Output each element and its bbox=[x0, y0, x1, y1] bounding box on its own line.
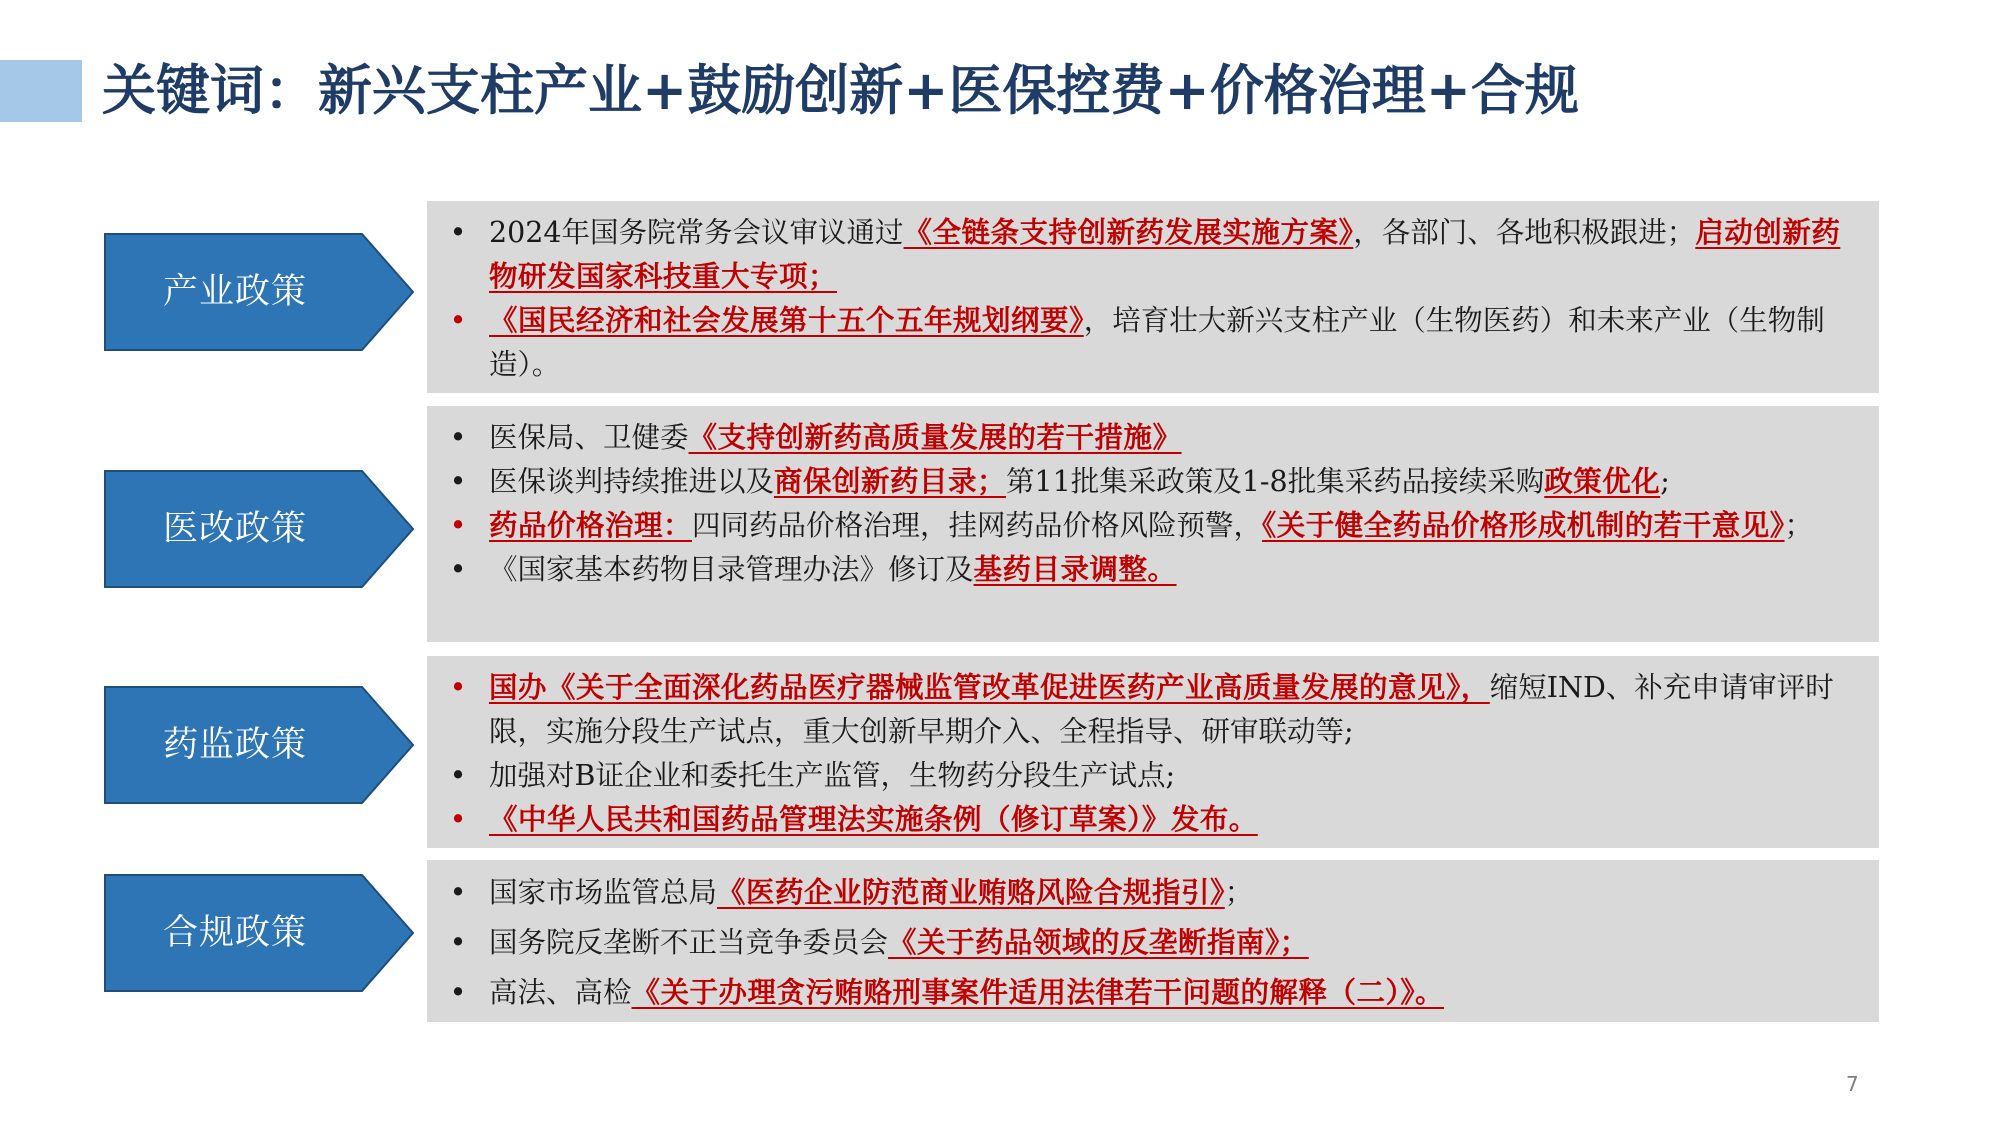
policy-highlight: 《国民经济和社会发展第十五个五年规划纲要》 bbox=[489, 304, 1084, 337]
section-arrow-medical-reform bbox=[104, 470, 414, 588]
section-arrow-compliance bbox=[104, 874, 414, 992]
list-item bbox=[427, 868, 1863, 918]
policy-highlight: 《医药企业防范商业贿赂风险合规指引》 bbox=[717, 876, 1225, 909]
list-item bbox=[427, 918, 1863, 968]
policy-highlight: 基药目录调整。 bbox=[973, 553, 1177, 586]
policy-highlight: 《全链条支持创新药发展实施方案》 bbox=[903, 216, 1354, 249]
bullet-icon: • bbox=[449, 465, 467, 498]
item-text: 第11批集采政策及1-8批集采药品接续采购 bbox=[1006, 465, 1545, 498]
policy-highlight: 《关于健全药品价格形成机制的若干意见》 bbox=[1262, 509, 1785, 542]
list-item bbox=[427, 211, 1863, 299]
bullet-icon: • bbox=[449, 421, 467, 454]
list-item bbox=[427, 754, 1863, 798]
list-item bbox=[427, 504, 1863, 548]
policy-highlight: 《支持创新药高质量发展的若干措施》 bbox=[688, 421, 1182, 454]
item-text: ，各部门、各地积极跟进； bbox=[1353, 216, 1696, 249]
section-label-industry: 产业政策 bbox=[162, 272, 307, 312]
title-accent-bar bbox=[0, 60, 82, 122]
section-label-drug-regulation: 药监政策 bbox=[162, 725, 307, 765]
item-text: ； bbox=[1224, 876, 1254, 909]
page-title: 关键词：新兴支柱产业+鼓励创新+医保控费+价格治理+合规 bbox=[102, 59, 1579, 122]
section-panel-industry bbox=[427, 201, 1879, 393]
list-item bbox=[427, 416, 1863, 460]
bullet-icon: • bbox=[449, 803, 467, 836]
page-number: 7 bbox=[1846, 1072, 1859, 1096]
item-text: 《国家基本药物目录管理办法》修订及 bbox=[489, 553, 974, 586]
item-text: ； bbox=[1784, 509, 1814, 542]
item-text: ; bbox=[1660, 465, 1670, 498]
list-item bbox=[427, 548, 1863, 592]
policy-highlight: 政策优化 bbox=[1544, 465, 1661, 498]
policy-highlight: 《关于药品领域的反垄断指南》； bbox=[888, 926, 1309, 959]
list-item bbox=[427, 460, 1863, 504]
item-text: 高法、高检 bbox=[489, 976, 632, 1009]
list-item bbox=[427, 666, 1863, 754]
policy-highlight: 商保创新药目录； bbox=[774, 465, 1007, 498]
item-text: 医保局、卫健委 bbox=[489, 421, 689, 454]
policy-highlight: 药品价格治理： bbox=[489, 509, 693, 542]
bullet-icon: • bbox=[449, 976, 467, 1009]
bullet-icon: • bbox=[449, 553, 467, 586]
item-text: 国务院反垄断不正当竞争委员会 bbox=[489, 926, 889, 959]
list-item bbox=[427, 299, 1863, 387]
section-arrow-industry bbox=[104, 233, 414, 351]
item-text: 国家市场监管总局 bbox=[489, 876, 718, 909]
section-label-medical-reform: 医改政策 bbox=[162, 509, 307, 549]
item-text: 加强对B证企业和委托生产监管，生物药分段生产试点; bbox=[489, 759, 1176, 792]
policy-highlight: 国办《关于全面深化药品医疗器械监管改革促进医药产业高质量发展的意见》， bbox=[489, 671, 1490, 704]
bullet-icon: • bbox=[449, 926, 467, 959]
section-panel-medical-reform bbox=[427, 406, 1879, 642]
bullet-icon: • bbox=[449, 671, 467, 704]
bullet-icon: • bbox=[449, 759, 467, 792]
section-label-compliance: 合规政策 bbox=[162, 913, 307, 953]
bullet-icon: • bbox=[449, 876, 467, 909]
bullet-icon: • bbox=[449, 509, 467, 542]
bullet-icon: • bbox=[449, 304, 467, 337]
item-text: 四同药品价格治理，挂网药品价格风险预警， bbox=[692, 509, 1263, 542]
list-item bbox=[427, 798, 1863, 842]
bullet-icon: • bbox=[449, 216, 467, 249]
policy-highlight: 《中华人民共和国药品管理法实施条例（修订草案）》发布。 bbox=[489, 803, 1258, 836]
list-item bbox=[427, 968, 1863, 1018]
policy-highlight: 启动创新药物研发国家科技重大专项； bbox=[489, 216, 1841, 293]
section-panel-drug-regulation bbox=[427, 656, 1879, 848]
section-arrow-drug-regulation bbox=[104, 686, 414, 804]
item-text: 2024年国务院常务会议审议通过 bbox=[489, 216, 904, 249]
section-panel-compliance bbox=[427, 860, 1879, 1022]
item-text: ，培育壮大新兴支柱产业（生物医药）和未来产业（生物制造）。 bbox=[489, 304, 1825, 381]
policy-highlight: 《关于办理贪污贿赂刑事案件适用法律若干问题的解释（二）》。 bbox=[631, 976, 1445, 1009]
item-text: 医保谈判持续推进以及 bbox=[489, 465, 775, 498]
item-text: 缩短IND、补充申请审评时限，实施分段生产试点，重大创新早期介入、全程指导、研审联动等; bbox=[489, 671, 1834, 748]
